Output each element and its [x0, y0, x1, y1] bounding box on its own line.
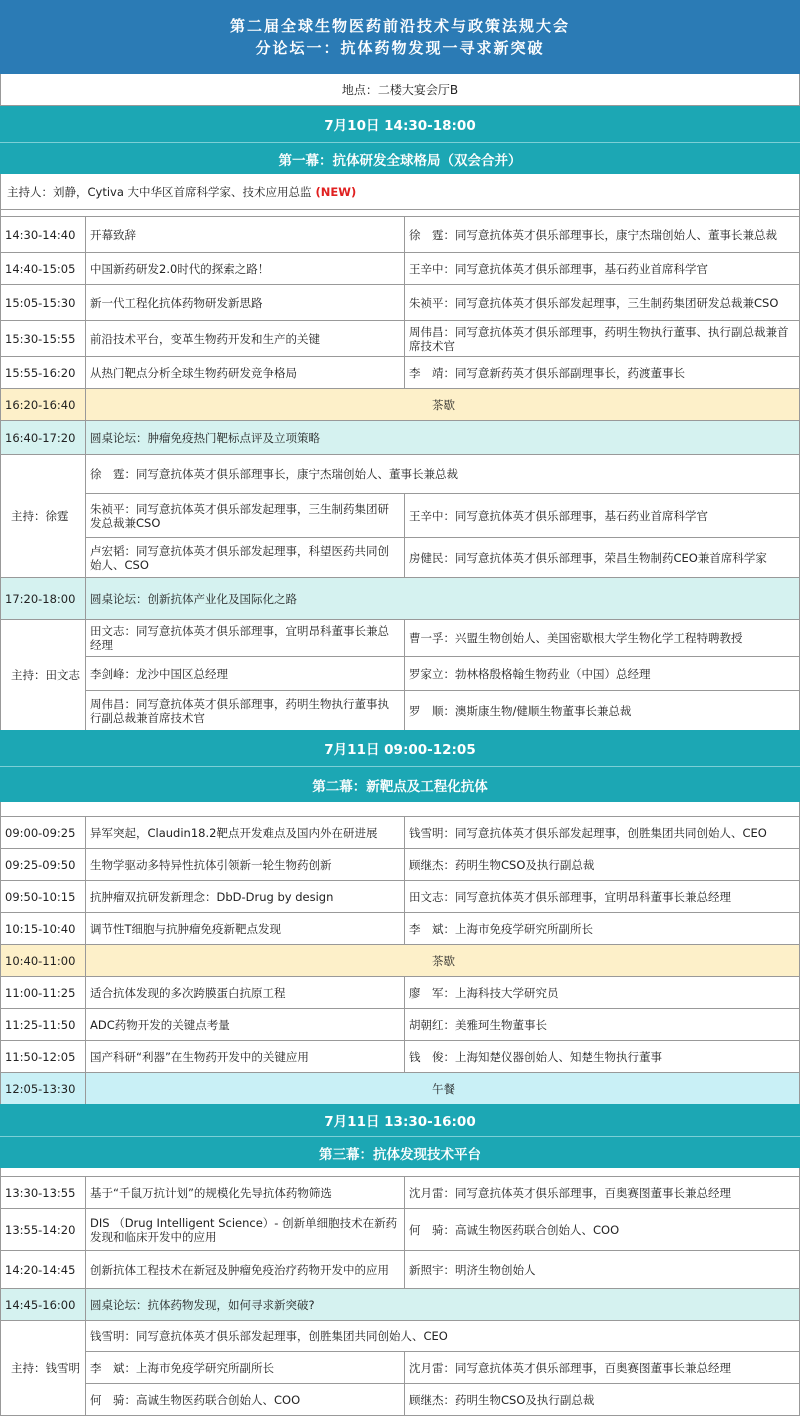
lunch-time: 12:05-13:30: [5, 1081, 76, 1096]
session-time: 14:30-14:40: [5, 227, 76, 242]
session-time: 14:20-14:45: [5, 1262, 76, 1277]
day3-act-title: 第三幕：抗体发现技术平台: [0, 1136, 800, 1168]
break-time: 10:40-11:00: [5, 953, 76, 968]
day1-host: [0, 174, 800, 210]
session-topic: DIS （Drug Intelligent Science）- 创新单细胞技术在新药发现和临床开发中的应用: [85, 1209, 404, 1250]
panelist: 周伟昌：同写意抗体英才俱乐部理事，药明生物执行董事执行副总裁兼首席技术官: [85, 690, 404, 730]
forum-panel: [0, 619, 800, 730]
session-time: 09:00-09:25: [5, 825, 76, 840]
session-speaker: 顾继杰：药明生物CSO及执行副总裁: [404, 849, 800, 880]
session-topic: 新一代工程化抗体药物研发新思路: [85, 285, 404, 320]
session-speaker: 徐 霆：同写意抗体英才俱乐部理事长，康宁杰瑞创始人、董事长兼总裁: [404, 217, 800, 252]
day3-header: 7月11日 13:30-16:00: [0, 1104, 800, 1136]
forum-panel: [0, 1320, 800, 1416]
session-row: [0, 1250, 800, 1288]
break-time: 16:20-16:40: [5, 397, 76, 412]
day2-header: 7月11日 09:00-12:05: [0, 730, 800, 766]
session-time: 15:30-15:55: [5, 331, 76, 346]
session-row: [0, 976, 800, 1008]
session-speaker: 钱雪明：同写意抗体英才俱乐部发起理事，创胜集团共同创始人、CEO: [404, 817, 800, 848]
session-speaker: 钱 俊：上海知楚仪器创始人、知楚生物执行董事: [404, 1041, 800, 1072]
spacer: [0, 1168, 800, 1176]
session-speaker: 田文志：同写意抗体英才俱乐部理事，宜明昂科董事长兼总经理: [404, 881, 800, 912]
session-time: 15:05-15:30: [5, 295, 76, 310]
session-row: [0, 320, 800, 356]
break-label: 茶歇: [85, 945, 800, 976]
session-row: [0, 848, 800, 880]
session-topic: 中国新药研发2.0时代的探索之路！: [85, 253, 404, 284]
session-time: 13:55-14:20: [5, 1222, 76, 1237]
forum-title: 圆桌论坛：抗体药物发现，如何寻求新突破?: [85, 1289, 800, 1320]
panelist: 曹一孚：兴盟生物创始人、美国密歇根大学生物化学工程特聘教授: [404, 620, 800, 656]
conference-banner: [0, 0, 800, 74]
panelist: 钱雪明：同写意抗体英才俱乐部发起理事，创胜集团共同创始人、CEO: [85, 1321, 800, 1351]
session-speaker: 沈月雷：同写意抗体英才俱乐部理事，百奥赛图董事长兼总经理: [404, 1177, 800, 1208]
forum-moderator: 主持：徐霆: [11, 509, 69, 523]
session-row: [0, 1008, 800, 1040]
session-row: [0, 284, 800, 320]
panelist: 卢宏韬：同写意抗体英才俱乐部发起理事，科望医药共同创始人、CSO: [85, 537, 404, 577]
session-time: 09:50-10:15: [5, 889, 76, 904]
session-row: [0, 880, 800, 912]
panelist: 罗 顺：澳斯康生物/健顺生物董事长兼总裁: [404, 690, 800, 730]
forum-panel: [0, 454, 800, 577]
session-speaker: 新照宇：明济生物创始人: [404, 1251, 800, 1288]
session-row: [0, 912, 800, 944]
session-topic: 基于“千鼠万抗计划”的规模化先导抗体药物筛选: [85, 1177, 404, 1208]
session-row: [0, 816, 800, 848]
panelist: 王辛中：同写意抗体英才俱乐部理事，基石药业首席科学官: [404, 493, 800, 537]
session-topic: 开幕致辞: [85, 217, 404, 252]
day1-act-title: 第一幕：抗体研发全球格局（双会合并）: [0, 142, 800, 174]
session-topic: 异军突起，Claudin18.2靶点开发难点及国内外在研进展: [85, 817, 404, 848]
day2-act-title: 第二幕：新靶点及工程化抗体: [0, 766, 800, 802]
session-topic: 从热门靶点分析全球生物药研发竞争格局: [85, 357, 404, 388]
tea-break-row: [0, 944, 800, 976]
session-speaker: 王辛中：同写意抗体英才俱乐部理事，基石药业首席科学官: [404, 253, 800, 284]
session-row: [0, 1176, 800, 1208]
session-speaker: 朱祯平：同写意抗体英才俱乐部发起理事，三生制药集团研发总裁兼CSO: [404, 285, 800, 320]
session-topic: 前沿技术平台，变革生物药开发和生产的关键: [85, 321, 404, 356]
spacer: [0, 802, 800, 816]
forum-row: [0, 577, 800, 619]
session-time: 13:30-13:55: [5, 1185, 76, 1200]
session-time: 11:25-11:50: [5, 1017, 76, 1032]
panelist: 徐 霆：同写意抗体英才俱乐部理事长，康宁杰瑞创始人、董事长兼总裁: [85, 455, 800, 493]
session-topic: 适合抗体发现的多次跨膜蛋白抗原工程: [85, 977, 404, 1008]
session-row: [0, 1208, 800, 1250]
session-time: 15:55-16:20: [5, 365, 76, 380]
session-row: [0, 356, 800, 388]
session-speaker: 周伟昌：同写意抗体英才俱乐部理事，药明生物执行董事、执行副总裁兼首席技术官: [404, 321, 800, 356]
location: 地点：二楼大宴会厅B: [0, 74, 800, 106]
session-row: [0, 1040, 800, 1072]
panelist: 何 骑：高诚生物医药联合创始人、COO: [85, 1383, 404, 1415]
panelist: 李剑峰：龙沙中国区总经理: [85, 656, 404, 690]
session-topic: 调节性T细胞与抗肿瘤免疫新靶点发现: [85, 913, 404, 944]
session-speaker: 李 斌：上海市免疫学研究所副所长: [404, 913, 800, 944]
session-row: [0, 252, 800, 284]
day1-header: 7月10日 14:30-18:00: [0, 106, 800, 142]
session-time: 09:25-09:50: [5, 857, 76, 872]
session-speaker: 李 靖：同写意新药英才俱乐部副理事长，药渡董事长: [404, 357, 800, 388]
lunch-row: [0, 1072, 800, 1104]
forum-title: 圆桌论坛：肿瘤免疫热门靶标点评及立项策略: [85, 421, 800, 454]
session-row: [0, 216, 800, 252]
forum-title: 圆桌论坛：创新抗体产业化及国际化之路: [85, 578, 800, 619]
host-text: 主持人：刘静，Cytiva 大中华区首席科学家、技术应用总监: [7, 184, 312, 199]
panelist: 田文志：同写意抗体英才俱乐部理事，宜明昂科董事长兼总经理: [85, 620, 404, 656]
forum-time: 17:20-18:00: [5, 591, 76, 606]
session-topic: 创新抗体工程技术在新冠及肿瘤免疫治疗药物开发中的应用: [85, 1251, 404, 1288]
forum-subtitle: 分论坛一：抗体药物发现一寻求新突破: [255, 39, 545, 57]
conference-title: 第二届全球生物医药前沿技术与政策法规大会: [229, 17, 570, 35]
break-label: 茶歇: [85, 389, 800, 420]
session-topic: 生物学驱动多特异性抗体引领新一轮生物药创新: [85, 849, 404, 880]
session-time: 14:40-15:05: [5, 261, 76, 276]
new-badge: (NEW): [315, 184, 357, 199]
panelist: 房健民：同写意抗体英才俱乐部理事，荣昌生物制药CEO兼首席科学家: [404, 537, 800, 577]
session-speaker: 廖 军：上海科技大学研究员: [404, 977, 800, 1008]
panelist: 李 斌：上海市免疫学研究所副所长: [85, 1351, 404, 1383]
session-time: 11:00-11:25: [5, 985, 76, 1000]
lunch-label: 午餐: [85, 1073, 800, 1104]
session-topic: 国产科研“利器”在生物药开发中的关键应用: [85, 1041, 404, 1072]
forum-row: [0, 1288, 800, 1320]
forum-moderator: 主持：田文志: [11, 668, 80, 682]
forum-moderator: 主持：钱雪明: [11, 1361, 80, 1375]
session-time: 11:50-12:05: [5, 1049, 76, 1064]
panelist: 顾继杰：药明生物CSO及执行副总裁: [404, 1383, 800, 1415]
session-time: 10:15-10:40: [5, 921, 76, 936]
session-speaker: 何 骑：高诚生物医药联合创始人、COO: [404, 1209, 800, 1250]
panelist: 朱祯平：同写意抗体英才俱乐部发起理事，三生制药集团研发总裁兼CSO: [85, 493, 404, 537]
panelist: 沈月雷：同写意抗体英才俱乐部理事，百奥赛图董事长兼总经理: [404, 1351, 800, 1383]
panelist: 罗家立：勃林格殷格翰生物药业（中国）总经理: [404, 656, 800, 690]
session-topic: 抗肿瘤双抗研发新理念：DbD-Drug by design: [85, 881, 404, 912]
forum-row: [0, 420, 800, 454]
tea-break-row: [0, 388, 800, 420]
session-speaker: 胡朝红：美雅珂生物董事长: [404, 1009, 800, 1040]
forum-time: 14:45-16:00: [5, 1297, 76, 1312]
session-topic: ADC药物开发的关键点考量: [85, 1009, 404, 1040]
forum-time: 16:40-17:20: [5, 430, 76, 445]
